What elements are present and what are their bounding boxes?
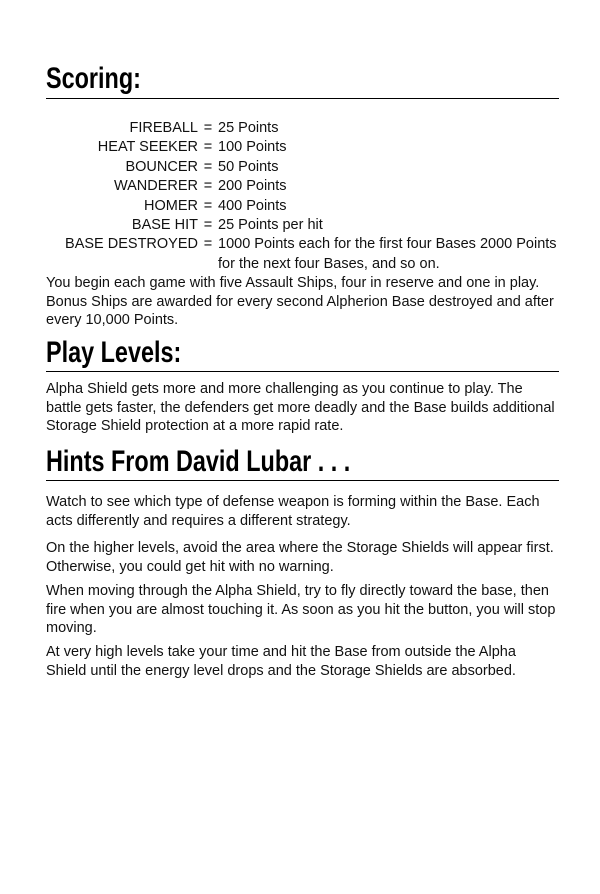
score-item-name: BASE DESTROYED [65, 236, 198, 253]
score-item-name: WANDERER [113, 178, 198, 195]
score-item-value: 25 Points per hit [218, 217, 323, 234]
score-equals: = [203, 217, 213, 234]
hint-paragraph: When moving through the Alpha Shield, try to fly directly toward the base, then fire when you are almost touching it. As soon as you hit the button, you will stop moving. [46, 583, 556, 637]
score-item-name: BOUNCER [125, 158, 198, 175]
scoring-divider [46, 98, 559, 99]
score-row [46, 138, 566, 157]
score-item-name: HEAT SEEKER [97, 139, 198, 156]
score-equals: = [203, 158, 213, 175]
score-item-value: 400 Points [218, 197, 287, 214]
score-item-value: 1000 Points each for the first four Bases 2000 Points for the next four Bases, and so on. [218, 236, 557, 272]
score-row [46, 177, 566, 196]
score-item-name: FIREBALL [129, 120, 198, 136]
play-levels-paragraph: Alpha Shield gets more and more challenging as you continue to play. The battle gets faster, the defenders get more deadly and the Base builds additional Storage Shield protection at a more rapid rate. [46, 381, 555, 435]
score-item-name: HOMER [144, 197, 198, 214]
hints-divider [46, 480, 559, 481]
play-levels-divider [46, 371, 559, 372]
scoring-paragraph: You begin each game with five Assault Ships, four in reserve and one in play. Bonus Ships are awarded for every second Alpherion Base destroyed and after every 10,000 Points. [46, 275, 554, 329]
play-levels-heading: Play Levels: [46, 336, 182, 369]
score-equals: = [203, 139, 213, 156]
score-item-value: 25 Points [218, 120, 279, 136]
score-equals: = [203, 120, 213, 136]
score-row [46, 235, 566, 274]
score-row [46, 197, 566, 216]
hint-paragraph: On the higher levels, avoid the area where the Storage Shields will appear first. Otherwise, you could get hit with no warning. [46, 540, 554, 575]
score-item-value: 50 Points [218, 158, 279, 175]
score-item-value: 200 Points [218, 178, 287, 195]
score-row [46, 158, 566, 177]
score-row [46, 216, 566, 235]
score-item-name: BASE HIT [131, 217, 198, 234]
score-item-value: 100 Points [218, 139, 287, 156]
scoring-heading: Scoring: [46, 62, 141, 95]
score-equals: = [203, 236, 213, 253]
hints-heading: Hints From David Lubar . . . [46, 445, 351, 478]
hint-paragraph: At very high levels take your time and hit the Base from outside the Alpha Shield until the energy level drops and the Storage Shields are absorbed. [46, 644, 516, 679]
scoring-table [46, 119, 566, 274]
score-equals: = [203, 178, 213, 195]
hint-paragraph: Watch to see which type of defense weapon is forming within the Base. Each acts differently and requires a different strategy. [46, 494, 540, 529]
score-row [46, 119, 566, 138]
score-equals: = [203, 197, 213, 214]
